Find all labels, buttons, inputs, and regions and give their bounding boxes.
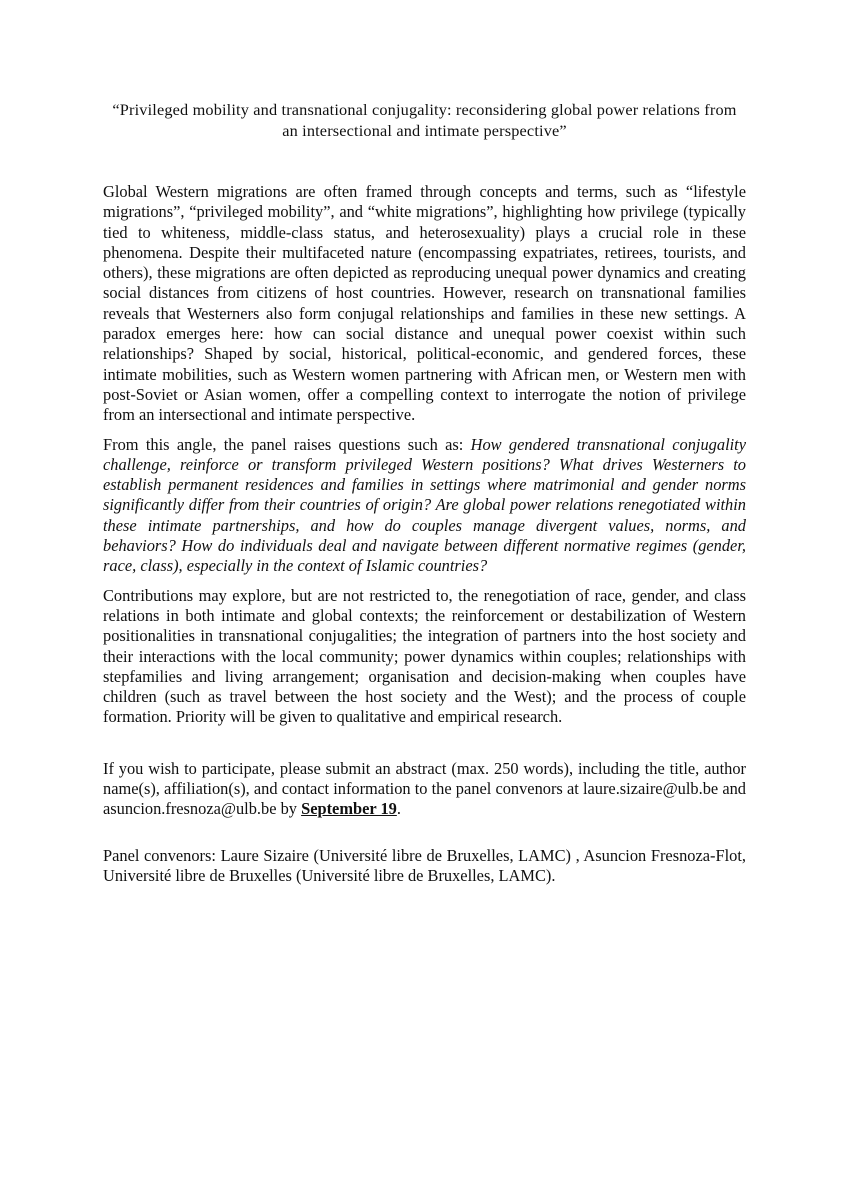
paragraph-questions-italic: How gendered transnational conjugality challenge, reinforce or transform privileged Western positions? What drives Westerners to establish permanent residences and families in settings where matrimonial and gender norms significantly differ from their countries of origin? Are global power relations renegotiated within these intimate partnerships, and how do couples manage divergent values, norms, and behaviors? How do individuals deal and navigate between different normative regimes (gender, race, class), especially in the context of Islamic countries?: [103, 434, 747, 576]
submission-text-before-deadline: If you wish to participate, please submit an abstract (max. 250 words), including the title, author name(s), affiliation(s), and contact information to the panel convenors at laure.sizaire@ulb.be and asuncion.fresnoza@ulb.be by: [103, 758, 746, 819]
spacer: [103, 820, 746, 846]
paragraph-questions-lead: From this angle, the panel raises questions such as:: [103, 434, 471, 454]
submission-text-after-deadline: .: [396, 799, 401, 819]
paragraph-panel-convenors: Panel convenors: Laure Sizaire (Université libre de Bruxelles, LAMC) , Asuncion Fresnoza-Flot, Université libre de Bruxelles (Université libre de Bruxelles, LAMC).: [103, 845, 746, 885]
spacer: [103, 577, 746, 586]
page-title-line-2: an intersectional and intimate perspective”: [282, 120, 567, 140]
page-title-line-1: “Privileged mobility and transnational conjugality: reconsidering global power relations from: [112, 100, 737, 119]
submission-deadline: September 19: [301, 799, 397, 819]
paragraph-submission-instructions: [103, 759, 746, 820]
spacer: [103, 141, 746, 182]
paragraph-panel-questions: [103, 435, 746, 577]
page-title: [103, 100, 746, 141]
paragraph-contributions: Contributions may explore, but are not restricted to, the renegotiation of race, gender, and class relations in both intimate and global contexts; the reinforcement or destabilization of Western positionalities in transnational conjugalities; the integration of partners into the host society and their interactions with the local community; power dynamics within couples; relationships with stepfamilies and living arrangement; organisation and decision-making when couples have children (such as travel between the host society and the West); and the process of couple formation. Priority will be given to qualitative and empirical research.: [103, 585, 746, 727]
spacer: [103, 426, 746, 435]
document-body: [103, 100, 746, 886]
paragraph-framing-migrations: Global Western migrations are often framed through concepts and terms, such as “lifestyle migrations”, “privileged mobility”, and “white migrations”, highlighting how privilege (typically tied to whiteness, middle-class status, and heterosexuality) plays a crucial role in these phenomena. Despite their multifaceted nature (encompassing expatriates, retirees, tourists, and others), these migrations are often depicted as reproducing unequal power dynamics and creating social distances from citizens of host countries. However, research on transnational families reveals that Westerners also form conjugal relationships and families in these new settings. A paradox emerges here: how can social distance and unequal power coexist within such relationships? Shaped by social, historical, political-economic, and gendered forces, these intimate mobilities, such as Western women partnering with African men, or Western men with post-Soviet or Asian women, offer a compelling context to interrogate the notion of privilege from an intersectional and intimate perspective.: [103, 182, 746, 425]
spacer: [103, 728, 746, 759]
